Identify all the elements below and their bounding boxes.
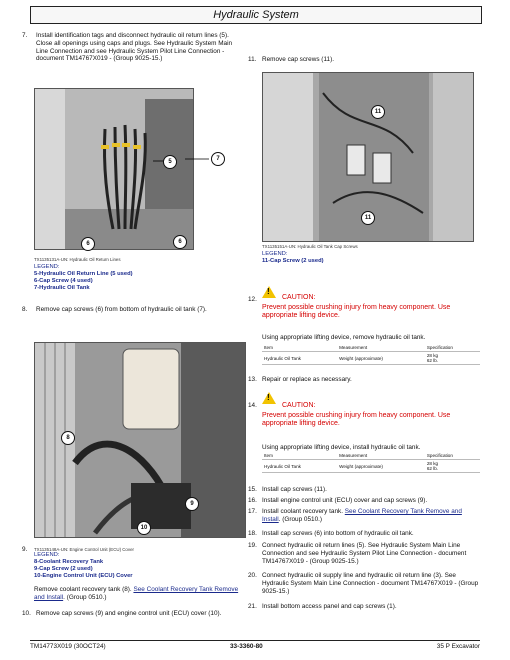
legend-item: 8-Coolant Recovery Tank [34, 559, 104, 565]
legend-item: 6-Cap Screw (4 used) [34, 278, 93, 284]
table-header: Measurement [337, 344, 425, 352]
step-number: 20. [248, 572, 257, 579]
step-number: 10. [22, 610, 31, 617]
step-note: Using appropriate lifting device, remove hydraulic oil tank. [262, 334, 426, 341]
step-text: Remove coolant recovery tank (8). [34, 586, 134, 593]
legend-2 [34, 552, 133, 580]
callout-8: 8 [61, 431, 75, 445]
table-header: Specification [425, 344, 480, 352]
photo-return-lines-art [35, 89, 193, 249]
spec-kg: 28 kg [426, 461, 439, 466]
table-cell [425, 352, 480, 365]
legend-3 [262, 251, 324, 265]
step-text: Install cap screws (6) into bottom of hydraulic oil tank. [262, 530, 414, 537]
step-number: 8. [22, 306, 28, 313]
step-number: 16. [248, 497, 257, 504]
step-text: Remove cap screws (9) and engine control unit (ECU) cover (10). [36, 610, 222, 617]
header-title: Hydraulic System [213, 9, 299, 21]
photo-return-lines [34, 88, 220, 250]
callout-11b: 11 [361, 211, 375, 225]
step-number: 21. [248, 603, 257, 610]
callout-6b: 6 [173, 235, 187, 249]
footer-page-number: 33-3360-80 [230, 643, 263, 650]
table-header: Item [262, 452, 337, 460]
step-number: 12. [248, 296, 257, 303]
footer-model: 35 P Excavator [436, 643, 480, 650]
step-number: 17. [248, 508, 257, 515]
photo-caption: TX1135151A-UN: Hydraulic Oil Tank Cap Screws [262, 244, 358, 249]
photo-ecu-cover [34, 342, 246, 538]
table-cell: Weight (approximate) [337, 352, 425, 365]
step-number: 11. [248, 56, 257, 63]
table-header: Measurement [337, 452, 425, 460]
warning-icon: ! [262, 286, 276, 298]
callout-7: 7 [211, 152, 225, 166]
step-text: Install cap screws (11). [262, 486, 327, 493]
caution-label: CAUTION: [282, 294, 316, 301]
table-cell: Hydraulic Oil Tank [262, 460, 337, 473]
step-text: Repair or replace as necessary. [262, 376, 352, 383]
callout-9: 9 [185, 497, 199, 511]
step-9-text [34, 586, 244, 602]
legend-1 [34, 264, 133, 292]
step-number: 15. [248, 486, 257, 493]
photo-caption: TX1135131A-UN: Hydraulic Oil Return Lines [34, 257, 121, 262]
step-number: 13. [248, 376, 257, 383]
step-text [262, 508, 480, 524]
table-header: Specification [425, 452, 480, 460]
spec-kg: 28 kg [426, 353, 439, 358]
warning-icon: ! [262, 392, 276, 404]
spec-lb: 62 lb. [426, 466, 439, 471]
table-header: Item [262, 344, 337, 352]
spec-table-install [262, 452, 480, 473]
step-text: Remove cap screws (11). [262, 56, 334, 63]
legend-item: 9-Cap Screw (2 used) [34, 566, 93, 572]
step-text: . (Group 0510.) [63, 593, 107, 601]
coolant-tank-link[interactable]: See Coolant Recovery Tank Remove and Install [34, 586, 239, 601]
callout-5: 5 [163, 155, 177, 169]
page-footer [30, 640, 480, 653]
step-text: Install engine control unit (ECU) cover and cap screws (9). [262, 497, 428, 504]
caution-text: Prevent possible crushing injury from heavy component. Use appropriate lifting device. [262, 304, 451, 320]
legend-item: 11-Cap Screw (2 used) [262, 258, 324, 264]
photo-tank-cap-screws [262, 72, 474, 242]
photo-caption: TX1135148A-UN: Engine Control Unit (ECU) Cover [34, 547, 134, 552]
step-text: Install bottom access panel and cap screws (1). [262, 603, 397, 610]
step-number: 7. [22, 32, 28, 39]
callout-10: 10 [137, 521, 151, 535]
caution-label: CAUTION: [282, 402, 316, 409]
step-number: 18. [248, 530, 257, 537]
step-text: Install identification tags and disconnect hydraulic oil return lines (5). Close all openings using caps and plugs. See Hydraulic System Main Line Connection and see Hydraulic System Pilot Line Connection - document TM14767X019 - (Group 9025-15.) [36, 32, 233, 63]
legend-item: 5-Hydraulic Oil Return Line (5 used) [34, 271, 133, 277]
legend-title: LEGEND: [262, 251, 288, 257]
callout-11: 11 [371, 105, 385, 119]
step-number: 9. [22, 546, 28, 553]
spec-table-remove [262, 344, 480, 365]
step-note: Using appropriate lifting device, install hydraulic oil tank. [262, 444, 421, 451]
page-header [30, 6, 482, 24]
table-row [262, 460, 480, 473]
spec-lb: 62 lb. [426, 358, 439, 363]
table-cell: Weight (approximate) [337, 460, 425, 473]
legend-item: 10-Engine Control Unit (ECU) Cover [34, 573, 133, 579]
step-text: Remove cap screws (6) from bottom of hydraulic oil tank (7). [36, 306, 207, 313]
coolant-tank-link[interactable]: See Coolant Recovery Tank Remove and Install [262, 508, 462, 523]
table-cell [425, 460, 480, 473]
legend-item: 7-Hydraulic Oil Tank [34, 285, 90, 291]
step-text: Connect hydraulic oil return lines (5). See Hydraulic System Main Line Connection and see Hydraulic System Pilot Line Connection - document TM14767X019 - (Group 9025-15.) [262, 542, 467, 565]
step-number: 14. [248, 402, 257, 409]
legend-title: LEGEND: [34, 264, 60, 270]
step-number: 19. [248, 542, 257, 549]
table-cell: Hydraulic Oil Tank [262, 352, 337, 365]
footer-doc-id: TM14773X019 (30OCT24) [30, 643, 106, 650]
table-row [262, 352, 480, 365]
step-text: Connect hydraulic oil supply line and hydraulic oil return line (3). See Hydraulic System Main Line Connection - document TM14767X019 - (Group 9025-15.) [262, 572, 479, 595]
step-text-a: Install coolant recovery tank. [262, 508, 345, 515]
callout-6: 6 [81, 237, 95, 251]
legend-title: LEGEND: [34, 552, 60, 558]
step-text-b: . (Group 0510.) [278, 515, 323, 523]
caution-text: Prevent possible crushing injury from heavy component. Use appropriate lifting device. [262, 412, 451, 428]
